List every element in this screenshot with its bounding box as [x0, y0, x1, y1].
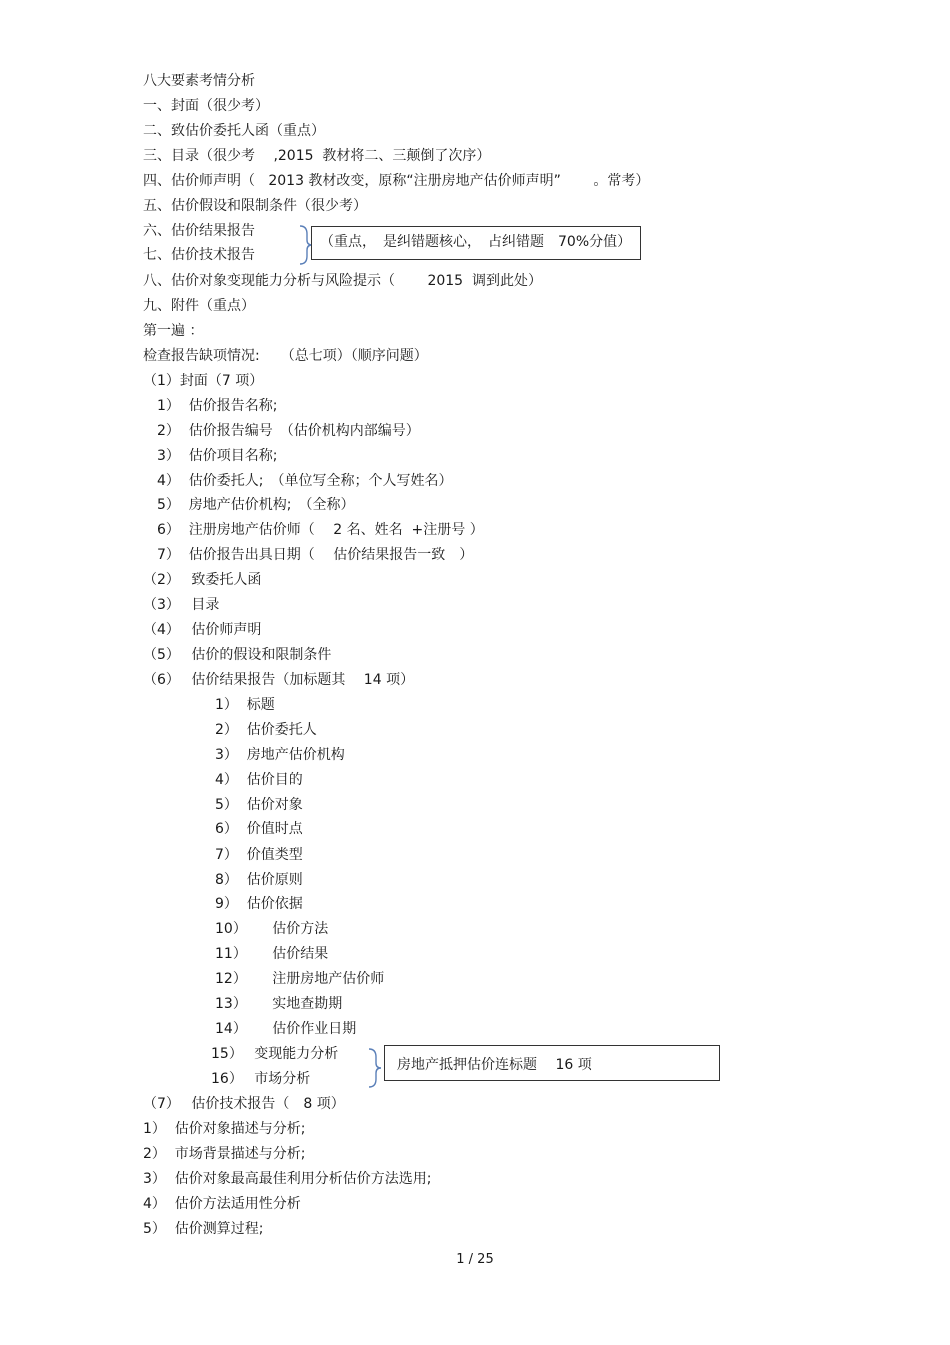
- section5-title: （5） 估价的假设和限制条件: [143, 647, 332, 663]
- check-heading: 检查报告缺项情况: （总七项）（顺序问题）: [143, 348, 428, 364]
- section2-title: （2） 致委托人函: [143, 572, 262, 588]
- section4-title: （4） 估价师声明: [143, 622, 262, 638]
- section1-item: 4） 估价委托人; （单位写全称；个人写姓名）: [157, 473, 453, 489]
- section1-item: 2） 估价报告编号 （估价机构内部编号）: [157, 423, 420, 439]
- section1-item: 6） 注册房地产估价师（ 2 名、姓名 +注册号 ）: [157, 522, 484, 538]
- section6-item: 2） 估价委托人: [215, 722, 317, 738]
- section6-item: 12） 注册房地产估价师: [215, 971, 385, 987]
- section6-item: 9） 估价依据: [215, 896, 303, 912]
- doc-title: 八大要素考情分析: [143, 73, 255, 89]
- section7-item: 3） 估价对象最高最佳利用分析估价方法选用;: [143, 1171, 432, 1187]
- section6-item: 6） 价值时点: [215, 821, 303, 837]
- section7-item: 5） 估价测算过程;: [143, 1221, 264, 1237]
- section6-title: （6） 估价结果报告（加标题其 14 项）: [143, 672, 415, 688]
- pass-label: 第一遍 ：: [143, 323, 204, 339]
- section7-title: （7） 估价技术报告（ 8 项）: [143, 1096, 345, 1112]
- section6-item: 10） 估价方法: [215, 921, 329, 937]
- element-8: 八、估价对象变现能力分析与风险提示（ 2015 调到此处）: [143, 273, 542, 289]
- section6-extra-item: 16） 市场分析: [211, 1071, 311, 1087]
- curly-brace-icon: [366, 1047, 382, 1089]
- section3-title: （3） 目录: [143, 597, 220, 613]
- element-9: 九、附件（重点）: [143, 298, 255, 314]
- section7-item: 2） 市场背景描述与分析;: [143, 1146, 306, 1162]
- section6-item: 13） 实地查勘期: [215, 996, 343, 1012]
- section6-item: 11） 估价结果: [215, 946, 329, 962]
- element-1: 一、封面（很少考）: [143, 98, 269, 114]
- section1-item: 5） 房地产估价机构; （全称）: [157, 497, 355, 513]
- section6-item: 5） 估价对象: [215, 797, 303, 813]
- section6-item: 8） 估价原则: [215, 872, 303, 888]
- section6-item: 7） 价值类型: [215, 847, 303, 863]
- section1-title: （1）封面（7 项）: [143, 373, 264, 389]
- element-7: 七、估价技术报告: [143, 247, 255, 263]
- element-6: 六、估价结果报告: [143, 223, 255, 239]
- note-box-core: （重点， 是纠错题核心， 占纠错题 70%分值）: [311, 226, 641, 260]
- section1-item: 3） 估价项目名称;: [157, 448, 278, 464]
- section6-item: 1） 标题: [215, 697, 275, 713]
- section6-item: 14） 估价作业日期: [215, 1021, 357, 1037]
- section1-item: 7） 估价报告出具日期（ 估价结果报告一致 ）: [157, 547, 474, 563]
- page-number: 1 / 25: [456, 1252, 494, 1267]
- section6-item: 4） 估价目的: [215, 772, 303, 788]
- section6-extra-item: 15） 变现能力分析: [211, 1046, 339, 1062]
- section7-item: 1） 估价对象描述与分析;: [143, 1121, 306, 1137]
- element-3: 三、目录（很少考 ,2015 教材将二、三颠倒了次序）: [143, 148, 491, 164]
- note-box-mortgage: 房地产抵押估价连标题 16 项: [384, 1045, 720, 1081]
- section6-item: 3） 房地产估价机构: [215, 747, 345, 763]
- element-5: 五、估价假设和限制条件（很少考）: [143, 198, 367, 214]
- element-2: 二、致估价委托人函（重点）: [143, 123, 325, 139]
- section7-item: 4） 估价方法适用性分析: [143, 1196, 301, 1212]
- section1-item: 1） 估价报告名称;: [157, 398, 278, 414]
- element-4: 四、估价师声明（ 2013 教材改变，原称“注册房地产估价师声明” 。常考）: [143, 173, 650, 189]
